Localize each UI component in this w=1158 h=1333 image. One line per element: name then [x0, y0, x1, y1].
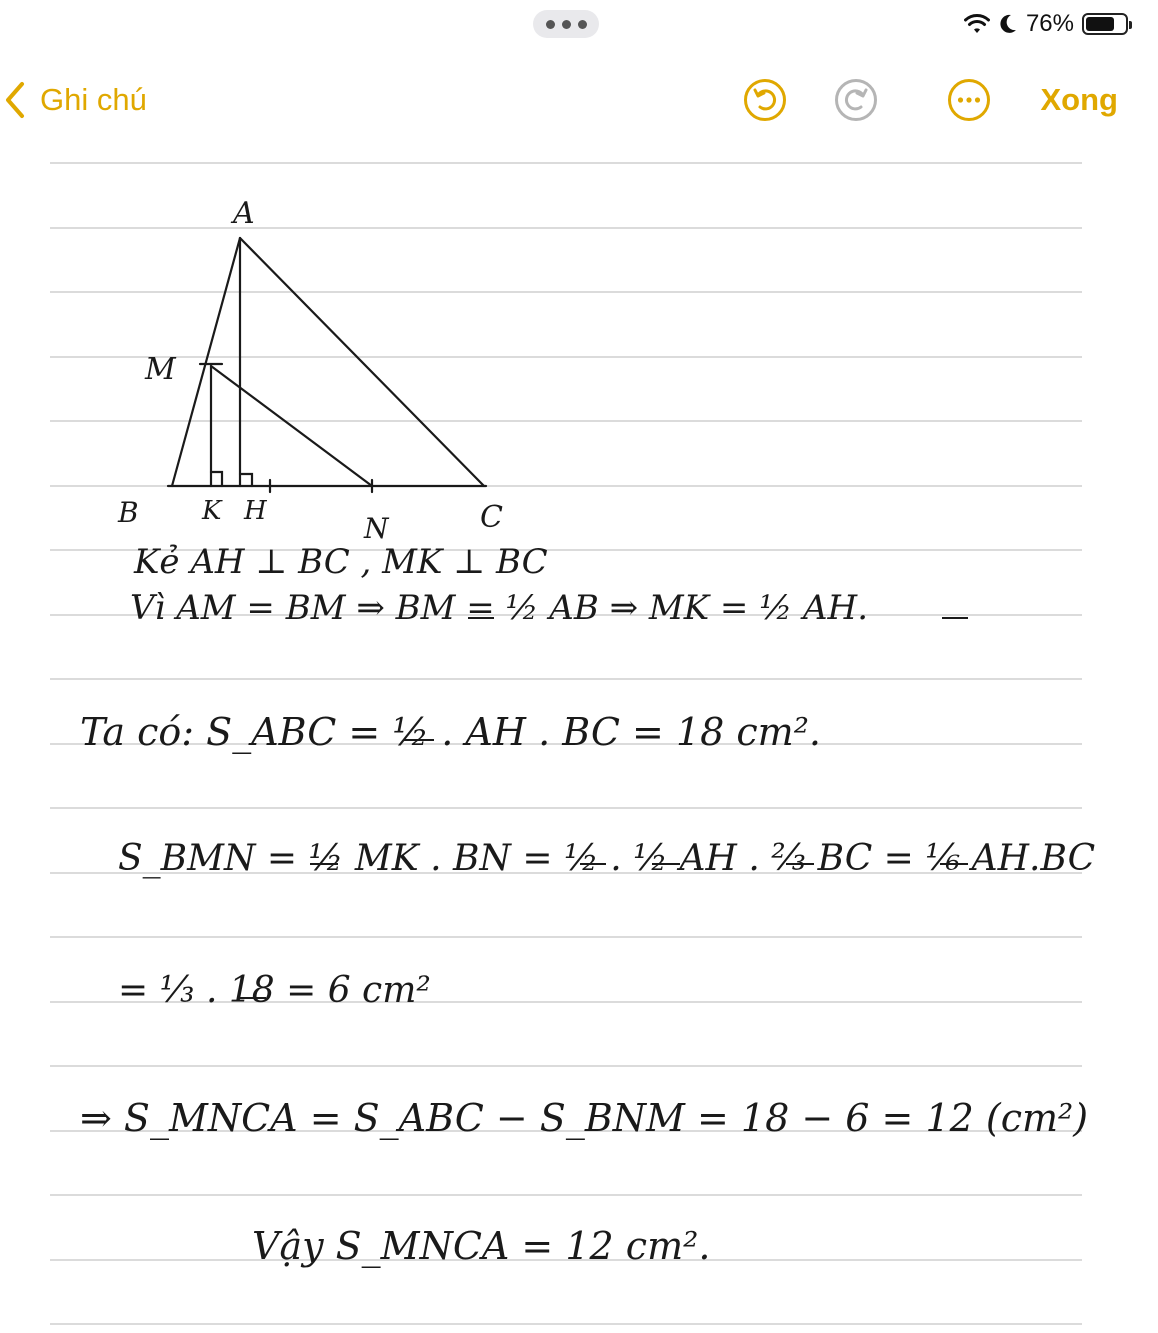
back-button[interactable]: [0, 78, 147, 122]
multitasking-dots-icon[interactable]: [533, 10, 599, 38]
vertex-label-n: N: [364, 512, 389, 545]
vertex-label-k: K: [202, 496, 222, 526]
note-line-3: Ta có: S_ABC = ½ . AH . BC = 18 cm².: [80, 710, 821, 754]
redo-icon[interactable]: [834, 78, 878, 122]
back-label: Ghi chú: [40, 82, 147, 117]
battery-icon: [1082, 13, 1128, 35]
vertex-label-c: C: [480, 500, 503, 535]
battery-percentage: 76%: [1025, 10, 1074, 37]
note-canvas[interactable]: [0, 140, 1158, 1333]
more-options-icon[interactable]: [947, 78, 991, 122]
vertex-label-b: B: [118, 496, 139, 529]
status-indicators: [964, 10, 1128, 38]
triangle-diagram: [168, 238, 486, 492]
status-bar: [0, 0, 1158, 50]
note-line-7: Vậy S_MNCA = 12 cm².: [252, 1224, 711, 1268]
moon-icon: [998, 13, 1018, 35]
done-button[interactable]: Xong: [1040, 82, 1118, 117]
note-line-2: Vì AM = BM ⇒ BM = ½ AB ⇒ MK = ½ AH.: [130, 588, 869, 628]
note-line-1: Kẻ AH ⊥ BC , MK ⊥ BC: [134, 542, 548, 582]
vertex-label-h: H: [244, 496, 267, 526]
vertex-label-m: M: [145, 352, 176, 387]
note-line-6: ⇒ S_MNCA = S_ABC − S_BNM = 18 − 6 = 12 (cm²): [80, 1096, 1089, 1140]
wifi-icon: [964, 13, 990, 35]
navigation-bar: [0, 60, 1158, 140]
vertex-label-a: A: [233, 196, 255, 231]
undo-icon[interactable]: [743, 78, 787, 122]
note-line-5: = ⅓ . 18 = 6 cm²: [118, 970, 431, 1011]
note-line-4: S_BMN = ½ MK . BN = ½ . ½ AH . ⅔ BC = ⅙ AH.BC: [118, 838, 1096, 879]
chevron-left-icon: [0, 78, 34, 122]
